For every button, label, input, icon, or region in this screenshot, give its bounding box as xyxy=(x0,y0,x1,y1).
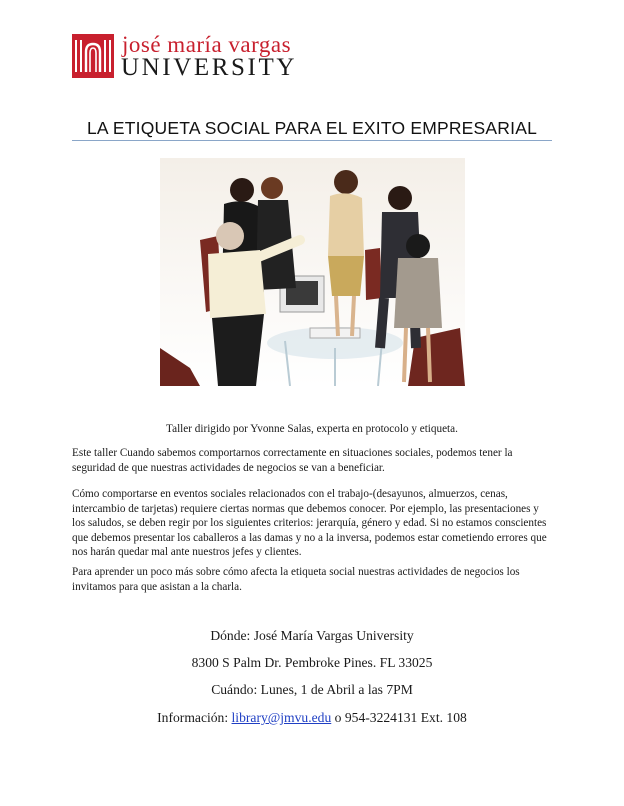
intro-text: Taller dirigido por Yvonne Salas, experta en protocolo y etiqueta. xyxy=(166,423,458,435)
contact-phone: o 954-3224131 Ext. 108 xyxy=(331,710,467,725)
event-location: Dónde: José María Vargas University xyxy=(210,628,414,643)
university-logo xyxy=(72,32,297,82)
event-address: 8300 S Palm Dr. Pembroke Pines. FL 33025 xyxy=(191,655,433,670)
page-title: LA ETIQUETA SOCIAL PARA EL EXITO EMPRESARIAL xyxy=(86,118,538,138)
paragraph-3: Para aprender un poco más sobre cómo afecta la etiqueta social nuestras actividades de negocios los invitamos para que asistan a la charla. xyxy=(72,566,520,593)
university-logo-icon xyxy=(72,34,114,78)
event-date: Cuándo: Lunes, 1 de Abril a las 7PM xyxy=(211,682,413,697)
logo-name: josé maría vargas xyxy=(122,32,292,57)
contact-email-link[interactable]: library@jmvu.edu xyxy=(231,710,332,725)
paragraph-1: Este taller Cuando sabemos comportarnos correctamente en situaciones sociales, podemos tener la seguridad de que nuestras actividades de negocios se van a beneficiar. xyxy=(72,447,513,474)
event-contact xyxy=(72,710,552,726)
contact-label: Información: xyxy=(157,710,232,725)
title-divider xyxy=(72,140,552,141)
business-meeting-photo xyxy=(160,158,465,386)
paragraph-2: Cómo comportarse en eventos sociales relacionados con el trabajo-(desayunos, almuerzos, cenas, intercambio de tarjetas) requiere ciertas normas que debemos conocer. Por ejemplo, las presentaciones y los saludos, se deben regir por los siguientes criterios: jerarquía, género y edad. Si no estamos conscientes que debemos presentar los caballeros a las damas y no a la inversa, podemos estar cometiendo errores que nos harán quedar mal ante nuestros jefes y clientes. xyxy=(72,488,547,559)
logo-university: UNIVERSITY xyxy=(121,54,297,81)
